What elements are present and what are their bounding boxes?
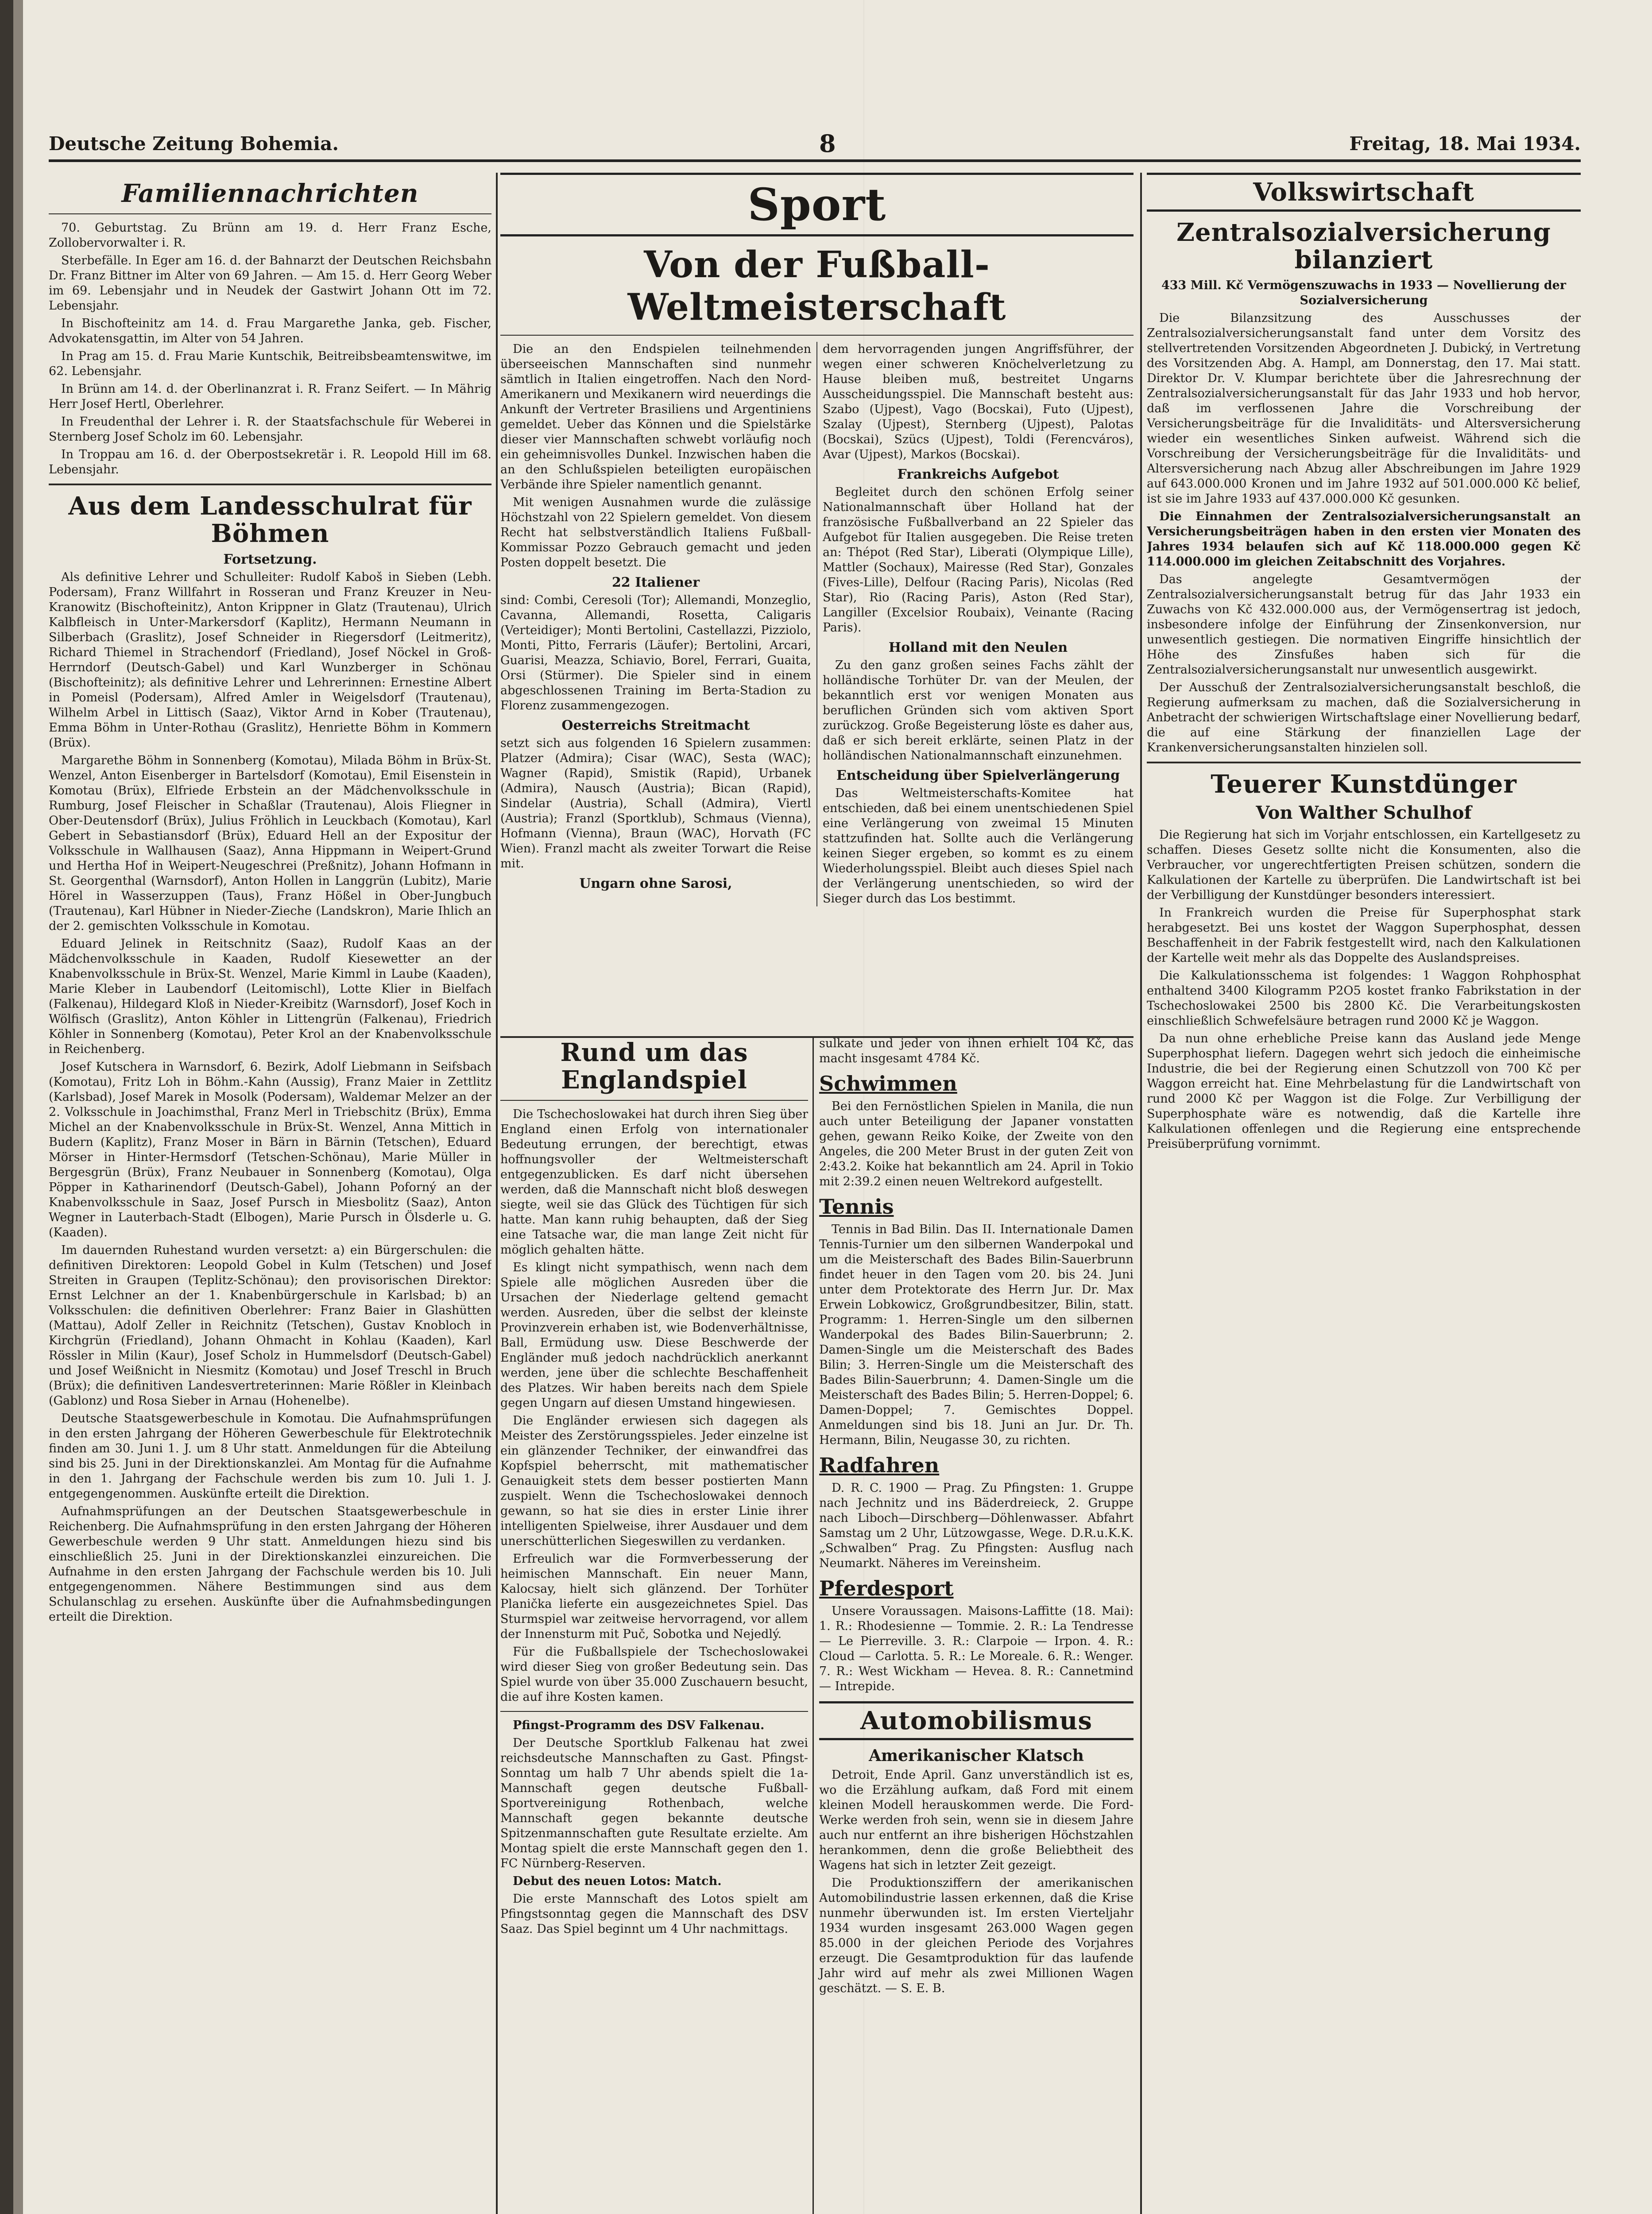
scan-edge-light bbox=[13, 0, 23, 2214]
fertilizer-paragraph: Da nun ohne erhebliche Preise kann das Ausland jede Menge Superphosphat liefern. Dagegen wehrt sich jedoch die einheimische Industrie, die bei der Regierung einen Schutzzoll von 700 Kč per Waggon erreicht hat. Eine Mehrbelastung für die Landwirtschaft von rund 2000 Kč per Waggon ist die Folge. Zur Verbilligung der Superphosphate wäre es notwendig, daß die Kartelle ihre Kalkulationen offenlegen und die Regierung eine entsprechende Preisüberprüfung vornimmt. bbox=[1147, 1032, 1581, 1151]
school-board-paragraph: Josef Kutschera in Warnsdorf, 6. Bezirk, Adolf Liebmann in Seifsbach (Komotau), Fritz Loh in Böhm.-Kahn (Aussig), Franz Maier in Zettlitz (Karlsbad), Josef Marek in Mosolk (Podersam), Waldemar Melzer an der 2. Volksschule in Joachimsthal, Franz Merl in Triebschitz (Brüx), Emma Michel an der Knabenvolksschule in Brüx-St. Wenzel, Anna Mittich in Budern (Kaplitz), Franz Moser in Bärn in Bärnin (Tetschen), Eduard Mörser in Hinter-Hermsdorf (Tetschen-Schönau), Marie Müller in Bergesgrün (Brüx), Franz Neubauer in Sonnenberg (Komotau), Olga Pöpper in Katharinendorf (Deutsch-Gabel), Johann Poforný an der Knabenvolksschule in Saaz, Josef Pursch in Miesbolitz (Saaz), Anton Wegner in Lauterbach-Stadt (Elbogen), Marie Pursch in Ölsderle u. G. (Kaaden). bbox=[49, 1060, 491, 1239]
hungary-squad-heading: Ungarn ohne Sarosi, bbox=[579, 876, 732, 891]
school-board-paragraph: Aufnahmsprüfungen an der Deutschen Staatsgewerbeschule in Reichenberg. Die Aufnahmsprüfung in den ersten Jahrgang der Höheren Gewerbeschule werden 9 Uhr statt. Anmeldungen hiezu sind bis einschließlich 25. Juni in der Direktionskanzlei einzureichen. Die Aufnahme in den ersten Jahrgang der Fachschule werden bis 10. Juli entgegengenommen. Nähere Bestimmungen sind aus dem Schulanschlag zu ersehen. Auskünfte über die Aufnahmsbedingungen erteilt die Direktion. bbox=[49, 1505, 491, 1624]
divider bbox=[500, 1711, 808, 1712]
column-economy bbox=[1147, 173, 1581, 2214]
tennis-text: Tennis in Bad Bilin. Das II. Internationale Damen Tennis-Turnier um den silbernen Wanderpokal und um die Meisterschaft des Bades Bilin-Sauerbrunn findet heuer in den Tagen vom 20. bis 24. Juni unter dem Protektorate des Herrn Jur. Dr. Max Erwein Lobkowicz, Großgrundbesitzer, Bilin, statt. Programm: 1. Herren-Single um den silbernen Wanderpokal des Bades Bilin-Sauerbrunn; 2. Damen-Single um die Meisterschaft des Bades Bilin; 3. Herren-Single um die Meisterschaft des Bades Bilin-Sauerbrunn; 4. Damen-Single um die Meisterschaft des Bades Bilin; 5. Herren-Doppel; 6. Damen-Doppel; 7. Gemischtes Doppel. Anmeldungen sind bis 18. Juni an Jur. Dr. Th. Hermann, Bilin, Neugasse 30, zu richten. bbox=[819, 1223, 1134, 1447]
england-match-paragraph: Die Engländer erwiesen sich dagegen als Meister des Zerstörungsspieles. Jeder einzelne ist ein glänzender Techniker, der einwandfrei das Kopfspiel beherrscht, mit mathematischer Genauigkeit stets dem besser postierten Mann zuspielt. Wenn die Tschechoslowakei dennoch gewann, so hat sie dies in erster Linie ihrer intelligenten Spielweise, ihrer Ausdauer und dem unerschütterlichen Siegeswillen zu verdanken. bbox=[500, 1414, 808, 1548]
swimming-heading: Schwimmen bbox=[819, 1072, 957, 1095]
cycling-text: D. R. C. 1900 — Prag. Zu Pfingsten: 1. Gruppe nach Jechnitz und ins Bäderdreieck, 2. Gruppe nach Liboch—Dirschberg—Döhlenwasser. Abfahrt Samstag um 2 Uhr, Lützowgasse, Wege. D.R.u.K.K. „Schwalben“ Prag. Zu Pfingsten: Ausflug nach Neumarkt. Näheres im Vereinsheim. bbox=[819, 1481, 1134, 1570]
fertilizer-paragraph: Die Kalkulationsschema ist folgendes: 1 Waggon Rohphosphat enthaltend 3400 Kilogramm P2O5 kostet franko Fabrikstation in der Tschechoslowakei 2500 bis 2800 Kč. Die Verarbeitungskosten einschließlich Schwefelsäure betragen rund 2000 Kč je Waggon. bbox=[1147, 969, 1581, 1028]
austria-squad-text: setzt sich aus folgenden 16 Spielern zusammen: Platzer (Admira); Cisar (WAC), Sesta (WAC); Wagner (Rapid), Smistik (Rapid), Urbanek (Admira), Nausch (Austria); Bican (Rapid), Sindelar (Austria), Schall (Admira), Viertl (Austria); Franzl (Sportklub), Schmaus (Vienna), Hofmann (Vienna), Braun (WAC), Horvath (FC Wien). Franzl macht als zweiter Torwart die Reise mit. bbox=[500, 736, 811, 871]
family-news-paragraph: In Brünn am 14. d. der Oberlinanzrat i. R. Franz Seifert. — In Mährig Herr Josef Hertl, Oberlehrer. bbox=[49, 382, 491, 411]
england-match-article bbox=[500, 1036, 808, 1939]
england-match-paragraph: Erfreulich war die Formverbesserung der heimischen Mannschaft. Ein neuer Mann, Kalocsay, hielt sich glänzend. Der Torhüter Planička lieferte ein ausgezeichnetes Spiel. Das Sturmspiel war zeitweise hervorragend, vor allem der Innensturm mit Puč, Sobotka und Nejedlý. bbox=[500, 1552, 808, 1641]
school-board-paragraph: Im dauernden Ruhestand wurden versetzt: a) ein Bürgerschulen: die definitiven Direktoren: Leopold Gobel in Kulm (Tetschen) und Josef Streiten in Graupen (Teplitz-Schönau); den provisorischen Direktor: Ernst Lelchner an der 1. Knabenbürgerschule in Karlsbad; b) an Volksschulen: die definitiven Oberlehrer: Franz Baier in Glashütten (Mattau), Adolf Zeller in Reichnitz (Tetschen), Gustav Knobloch in Kirchgrün (Friedland), Johann Ohmacht in Kohlau (Kaaden), Karl Rössler in Milin (Kaur), Josef Scholz in Hummelsdorf (Deutsch-Gabel) und Josef Weißnicht in Niesmitz (Komotau) und Josef Treschl in Bruch (Brüx); die definitiven Landesvertreterinnen: Marie Rößler in Kleinbach (Gablonz) und Rosa Sieber in Arnau (Hohenelbe). bbox=[49, 1243, 491, 1408]
pentecost-program-text: Der Deutsche Sportklub Falkenau hat zwei reichsdeutsche Mannschaften zu Gast. Pfingst-Sonntag um halb 7 Uhr abends spielt die 1a-Mannschaft gegen deutsche Fußball-Sportvereinigung Rothenbach, welche Mannschaft gegen bekannte deutsche Spitzenmannschaften gute Resultate erzielte. Am Montag spielt die erste Mannschaft gegen den 1. FC Nürnberg-Reserven. bbox=[500, 1736, 808, 1870]
school-board-paragraph: Margarethe Böhm in Sonnenberg (Komotau), Milada Böhm in Brüx-St. Wenzel, Anton Eisenberger in Bartelsdorf (Komotau), Emil Eisenstein in Komotau (Brüx), Elfriede Erbstein an der Mädchenvolksschule in Rumburg, Josef Fleischer in Schaßlar (Trautenau), Alois Fliegner in Ober-Deutensdorf (Brüx), Julius Fröhlich in Leuckbach (Komotau), Karl Gebert in Sebastiansdorf (Brüx), Eduard Hell an der Expositur der Volksschule in Wallhausen (Saaz), Anna Hippmann in Weipert-Grund und Hertha Hof in Weipert-Neugeschrei (Preßnitz), Johann Hofmann in St. Georgenthal (Warnsdorf), Anton Hollen in Langgrün (Lubitz), Marie Hörel in Wasserzuppen (Taus), Franz Hößel in Ober-Jungbuch (Trautenau), Karl Hübner in Nieder-Zieche (Landskron), Marie Ihlich an der 2. gemischten Volksschule in Komotau. bbox=[49, 754, 491, 933]
swimming-text: Bei den Fernöstlichen Spielen in Manila, die nun auch unter Beteiligung der Japaner vonstatten gehen, gewann Reiko Koike, der Zweite von den Angeles, die 200 Meter Brust in der guten Zeit von 2:43.2. Koike hat bekanntlich am 24. April in Tokio mit 2:39.2 einen neuen Weltrekord aufgestellt. bbox=[819, 1099, 1134, 1188]
paper-name: Deutsche Zeitung Bohemia. bbox=[49, 133, 339, 155]
school-board-paragraph: Deutsche Staatsgewerbeschule in Komotau. Die Aufnahmsprüfungen in den ersten Jahrgang der Höheren Gewerbeschule für Elektrotechnik finden am 30. Juni 1. J. um 8 Uhr statt. Anmeldungen für die Abteilung sind bis 25. Juni in der Direktionskanzlei. Am Montag für die Aufnahme in den 1. Jahrgang der Fachschule werden bis zum 10. Juli 1. J. entgegengenommen. Auskünfte erteilt die Direktion. bbox=[49, 1412, 491, 1501]
divider bbox=[1147, 762, 1581, 763]
sport-section-heading: Sport bbox=[500, 173, 1134, 236]
social-insurance-paragraph: Der Ausschuß der Zentralsozialversicherungsanstalt beschloß, die Regierung aufmerksam zu machen, daß die Sozialversicherung in Anbetracht der schwierigen Wirtschaftslage einer Novellierung bedarf, die auf eine Stärkung der finanziellen Lage der Krankenversicherungsanstalten hinzielen soll. bbox=[1147, 681, 1581, 755]
motoring-subheading: Amerikanischer Klatsch bbox=[869, 1746, 1084, 1765]
column-rule-sport bbox=[812, 1036, 814, 2214]
family-news-paragraph: In Freudenthal der Lehrer i. R. der Staatsfachschule für Weberei in Sternberg Josef Scholz im 60. Lebensjahr. bbox=[49, 415, 491, 444]
world-cup-article bbox=[500, 342, 1134, 906]
world-cup-paragraph: Die an den Endspielen teilnehmenden überseeischen Mannschaften sind nunmehr sämtlich in Italien eingetroffen. Nach den Nord-Amerikanern und Mexikanern wird neuerdings die Ankunft der Vertreter Brasiliens und Argentiniens gemeldet. Ueber das Können und die Spielstärke dieser vier Mannschaften schwebt vorläufig noch ein geheimnisvolles Dunkel. Inzwischen haben die an den Schlußspielen beteiligten europäischen Verbände ihre Spieler namentlich genannt. bbox=[500, 342, 811, 492]
family-news-paragraph: In Bischofteinitz am 14. d. Frau Margarethe Janka, geb. Fischer, Advokatensgattin, im Alter von 54 Jahren. bbox=[49, 317, 491, 345]
sport-shorts bbox=[819, 1036, 1134, 1999]
school-board-paragraph: Eduard Jelinek in Reitschnitz (Saaz), Rudolf Kaas an der Mädchenvolksschule in Kaaden, Rudolf Kiesewetter an der Knabenvolksschule in Brüx-St. Wenzel, Marie Kimml in Laube (Kaaden), Marie Kleber in Laubendorf (Leitomischl), Lotte Klier in Bielfach (Falkenau), Hildegard Kloß in Nieder-Kreibitz (Warnsdorf), Josef Koch in Wölfisch (Graslitz), Anton Köhler in Littengrün (Falkenau), Friedrich Köhler in Sonnenberg (Komotau), Peter Krol an der Knabenvolksschule in Reichenberg. bbox=[49, 937, 491, 1056]
newspaper-page bbox=[49, 111, 1581, 2214]
divider bbox=[49, 484, 491, 485]
motoring-paragraph: Detroit, Ende April. Ganz unverständlich ist es, wo die Erzählung aufkam, daß Ford mit einem kleinen Modell herauskommen werde. Die Ford-Werke werden froh sein, wenn sie in diesem Jahre auch nur entfernt an ihre bisherigen Höchstzahlen herankommen, denn die große Beliebtheit des Wagens hat sich in letzter Zeit gezeigt. bbox=[819, 1768, 1134, 1872]
lotos-debut-heading: Debut des neuen Lotos: Match. bbox=[513, 1874, 722, 1888]
england-match-paragraph: Die Tschechoslowakei hat durch ihren Sieg über England einen Erfolg von internationaler Bedeutung errungen, der berechtigt, etwas hoffnungsvoller der Weltmeisterschaft entgegenzublicken. Es darf nicht übersehen werden, daß die Mannschaft nicht bloß deswegen siegte, weil sie das Glück des Tüchtigen für sich hatte. Man kann ruhig behaupten, daß der Sieg eine Tatsache war, die man lange Zeit nicht für möglich gehalten hätte. bbox=[500, 1107, 808, 1257]
horse-racing-heading: Pferdesport bbox=[819, 1576, 954, 1600]
prize-money-line: sulkate und jeder von ihnen erhielt 104 Kč, das macht insgesamt 4784 Kč. bbox=[819, 1037, 1134, 1065]
tennis-heading: Tennis bbox=[819, 1195, 894, 1219]
social-insurance-paragraph: Die Einnahmen der Zentralsozialversicherungsanstalt an Versicherungsbeiträgen haben in den ersten vier Monaten des Jahres 1934 belaufen sich auf Kč 118.000.000 gegen Kč 114.000.000 im gleichen Zeitabschnitt des Vorjahres. bbox=[1147, 510, 1581, 569]
scan-edge-dark bbox=[0, 0, 13, 2214]
family-news-paragraph: In Troppau am 16. d. der Oberpostsekretär i. R. Leopold Hill im 68. Lebensjahr. bbox=[49, 448, 491, 476]
hungary-squad-text: dem hervorragenden jungen Angriffsführer, der wegen einer schweren Knöchelverletzung zu Hause bleiben muß, bestreitet Ungarns Ausscheidungsspiel. Die Mannschaft besteht aus: Szabo (Ujpest), Vago (Bocskai), Futo (Ujpest), Szalay (Ujpest), Sternberg (Ujpest), Palotas (Bocskai), Szücs (Ujpest), Toldi (Ferencváros), Avar (Ujpest), Markos (Bocskai). bbox=[823, 342, 1134, 461]
fertilizer-paragraph: Die Regierung hat sich im Vorjahr entschlossen, ein Kartellgesetz zu schaffen. Dieses Gesetz sollte nicht die Konsumenten, also die Verbraucher, vor ungerechtfertigten Preisen schützen, sondern die Kalkulationen der Kartelle zu überprüfen. Die Landwirtschaft ist bei der Verbilligung der Kunstdünger besonders interessiert. bbox=[1147, 828, 1581, 902]
school-board-continued: Fortsetzung. bbox=[223, 552, 317, 567]
family-news-paragraph: In Prag am 15. d. Frau Marie Kuntschik, Beitreibsbeamtenswitwe, im 62. Lebensjahr. bbox=[49, 349, 491, 378]
extra-time-text: Das Weltmeisterschafts-Komitee hat entschieden, daß bei einem unentschiedenen Spiel eine Verlängerung von zweimal 15 Minuten stattzufinden hat. Sollte auch die Verlängerung keinen Sieger ergeben, so kommt es zu einem Wiederholungsspiel. Bleibt auch dieses Spiel nach der Verlängerung unentschieden, so wird der Sieger durch das Los bestimmt. bbox=[823, 786, 1134, 906]
fertilizer-byline: Von Walther Schulhof bbox=[1256, 802, 1472, 823]
sport-top bbox=[500, 173, 1134, 1032]
holland-text: Zu den ganz großen seines Fachs zählt der holländische Torhüter Dr. van der Meulen, der bekanntlich erst vor wenigen Monaten aus beruflichen Gründen sich vom aktiven Sport zurückzog. Große Begeisterung löste es daher aus, daß er sich bereit erklärte, seinen Platz in der holländischen Nationalmannschaft einzunehmen. bbox=[823, 658, 1134, 763]
economy-section-heading: Volkswirtschaft bbox=[1147, 173, 1581, 212]
sport-lower bbox=[500, 1036, 1134, 1995]
page-number: 8 bbox=[819, 129, 836, 158]
column-rule-1 bbox=[496, 173, 498, 2214]
divider bbox=[500, 335, 1134, 336]
world-cup-paragraph: Mit wenigen Ausnahmen wurde die zulässige Höchstzahl von 22 Spielern gemeldet. Von diesem Recht hat selbstverständlich Italiens Fußball-Kommissar Pozzo Gebrauch gemacht und jeden Posten doppelt besetzt. Die bbox=[500, 495, 811, 569]
column-family-news bbox=[49, 173, 491, 2214]
column-rule-2 bbox=[1140, 173, 1142, 2214]
extra-time-heading: Entscheidung über Spielverlängerung bbox=[836, 768, 1120, 783]
england-match-paragraph: Es klingt nicht sympathisch, wenn nach dem Spiele alle möglichen Ausreden über die Ursachen der Niederlage geltend gemacht werden. Ausreden, über die selbst der kleinste Provinzverein erhaben ist, wie Bodenverhältnisse, Ball, Ermüdung usw. Diese Beschwerde der Engländer muß jedoch nachdrücklich anerkannt werden, jene über die schlechte Beschaffenheit des Platzes. Wir haben bereits nach dem Spiele gegen Ungarn auf diesen Umstand hingewiesen. bbox=[500, 1261, 808, 1410]
social-insurance-subheading: 433 Mill. Kč Vermögenszuwachs in 1933 — Novellierung der Sozialversicherung bbox=[1161, 279, 1567, 307]
england-match-paragraph: Für die Fußballspiele der Tschechoslowakei wird dieser Sieg von großer Bedeutung sein. Das Spiel wurde von über 35.000 Zuschauern besucht, die auf ihre Kosten kamen. bbox=[500, 1645, 808, 1704]
school-board-heading: Aus dem Landesschulrat für Böhmen bbox=[68, 492, 472, 548]
france-squad-text: Begleitet durch den schönen Erfolg seiner Nationalmannschaft über Holland hat der französische Fußballverband an 22 Spieler das Aufgebot für Italien ausgegeben. Die Reise treten an: Thépot (Red Star), Liberati (Olympique Lille), Mattler (Sochaux), Mairesse (Red Star), Gonzales (Fives-Lille), Delfour (Racing Paris), Nicolas (Red Star), Rio (Racing Paris), Aston (Red Star), Langiller (Excelsior Roubaix), Veinante (Racing Paris). bbox=[823, 485, 1134, 635]
divider bbox=[500, 1100, 808, 1101]
issue-date: Freitag, 18. Mai 1934. bbox=[1349, 133, 1581, 155]
world-cup-headline: Von der Fußball-Weltmeisterschaft bbox=[627, 244, 1006, 329]
social-insurance-paragraph: Die Bilanzsitzung des Ausschusses der Zentralsozialversicherungsanstalt fand unter dem Vorsitz des stellvertretenden Vorsitzenden Abgeordneten J. Dubický, in Vertretung des Vorsitzenden Abg. A. Hampl, am Donnerstag, den 17. Mai statt. Direktor Dr. V. Klumpar berichtete über die Jahresrechnung der Zentralsozialversicherungsanstalt für das Jahr 1933 und hob hervor, daß im verflossenen Jahre die Vorschreibung der Versicherungsbeiträge für die Invaliditäts- und Altersversicherung wieder ein wesentliches Sinken aufweist. Während sich die Vorschreibung der Versicherungsbeiträge für die Invaliditäts- und Altersversicherung nach Abzug aller Abschreibungen im Jahre 1929 auf 643.000.000 Kronen und im Jahre 1932 auf 501.000.000 Kč belief, ist sie im Jahre 1933 auf 437.000.000 Kč gesunken. bbox=[1147, 311, 1581, 506]
italy-squad-text: sind: Combi, Ceresoli (Tor); Allemandi, Monzeglio, Cavanna, Allemandi, Rosetta, Caligaris (Verteidiger); Monti Bertolini, Castellazzi, Pizziolo, Monti, Pitto, Ferraris (Läufer); Bertolini, Arcari, Guarisi, Meazza, Schiavio, Borel, Ferrari, Guaita, Orsi (Stürmer). Die Spieler sind in einem abgeschlossenen Training im Berta-Stadion zu Florenz zusammengezogen. bbox=[500, 593, 811, 712]
motoring-paragraph: Die Produktionsziffern der amerikanischen Automobilindustrie lassen erkennen, daß die Krise nunmehr überwunden ist. Im ersten Vierteljahr 1934 wurden insgesamt 263.000 Wagen gegen 85.000 in der gleichen Periode des Vorjahres erzeugt. Die Gesamtproduktion für das laufende Jahr wird auf mehr als zwei Millionen Wagen geschätzt. — S. E. B. bbox=[819, 1876, 1134, 1995]
england-match-headline: Rund um das Englandspiel bbox=[560, 1038, 748, 1095]
lotos-debut-text: Die erste Mannschaft des Lotos spielt am Pfingstsonntag gegen die Mannschaft des DSV Saaz. Das Spiel beginnt um 4 Uhr nachmittags. bbox=[500, 1892, 808, 1936]
social-insurance-paragraph: Das angelegte Gesamtvermögen der Zentralsozialversicherungsanstalt betrug für das Jahr 1933 ein Zuwachs von Kč 432.000.000 aus, der Vermögensertrag ist jedoch, insbesondere infolge der Einführung der Zinsenkonversion, nur unwesentlich gestiegen. Die normativen Eingriffe hinsichtlich der Höhe des Zinsfußes haben sich für die Zentralsozialversicherungsanstalt nur unwesentlich ausgewirkt. bbox=[1147, 573, 1581, 677]
fertilizer-paragraph: In Frankreich wurden die Preise für Superphosphat stark herabgesetzt. Bei uns kostet der Waggon Superphosphat, dessen Beschaffenheit in der Fabrik festgestellt wird, nach den Kalkulationen der Kartelle weit mehr als das Doppelte des Auslandspreises. bbox=[1147, 906, 1581, 965]
cycling-heading: Radfahren bbox=[819, 1453, 940, 1477]
family-news-paragraph: Sterbefälle. In Eger am 16. d. der Bahnarzt der Deutschen Reichsbahn Dr. Franz Bittner im Alter von 69 Jahren. — Am 15. d. Herr Georg Weber im 69. Lebensjahr und in Neudek der Gastwirt Johann Ott im 72. Lebensjahr. bbox=[49, 254, 491, 313]
divider bbox=[49, 213, 491, 214]
column-sport bbox=[500, 173, 1134, 2214]
school-board-paragraph: Als definitive Lehrer und Schulleiter: Rudolf Kaboš in Sieben (Lebh. Podersam), Franz Willfahrt in Rosseran und Franz Kreuzer in Neu-Kranowitz (Bischofteinitz), Anton Krippner in Glatz (Trautenau), Ulrich Kalbfleisch in Unter-Markersdorf (Kaplitz), Hermann Neumann in Silberbach (Graslitz), Josef Schneider in Riegersdorf (Leitmeritz), Richard Thiemel in Strachendorf (Friedland), Josef Nöckel in Groß-Herrndorf (Deutsch-Gabel) und Karl Wunzberger in Schönau (Bischofteinitz); als definitive Lehrer und Lehrerinnen: Ernestine Albert in Pomeisl (Podersam), Alfred Amler in Weigelsdorf (Trautenau), Wilhelm Arbel in Littisch (Saaz), Viktor Arnd in Kober (Trautenau), Emma Böhm in Unter-Rothau (Graslitz), Henriette Böhm in Kommern (Brüx). bbox=[49, 570, 491, 750]
pentecost-program-heading: Pfingst-Programm des DSV Falkenau. bbox=[513, 1719, 765, 1732]
motoring-heading: Automobilismus bbox=[819, 1701, 1134, 1740]
social-insurance-headline: Zentralsozialversicherung bilanziert bbox=[1176, 218, 1551, 275]
horse-racing-text: Unsere Voraussagen. Maisons-Laffitte (18. Mai): 1. R.: Rhodesienne — Tommie. 2. R.: La Tendresse — Le Pierreville. 3. R.: Clarpoie — Irpon. 4. R.: Cloud — Carlotta. 5. R.: Le Moreale. 6. R.: Wenger. 7. R.: West Wickham — Hevea. 8. R.: Cannetmind — Intrepide. bbox=[819, 1604, 1134, 1693]
family-news-heading: Familiennachrichten bbox=[121, 179, 419, 208]
holland-heading: Holland mit den Neulen bbox=[888, 640, 1068, 655]
italy-squad-heading: 22 Italiener bbox=[611, 575, 700, 590]
austria-squad-heading: Oesterreichs Streitmacht bbox=[561, 718, 750, 733]
family-news-paragraph: 70. Geburtstag. Zu Brünn am 19. d. Herr Franz Esche, Zollobervorwalter i. R. bbox=[49, 221, 491, 250]
france-squad-heading: Frankreichs Aufgebot bbox=[897, 467, 1059, 482]
masthead bbox=[49, 129, 1581, 162]
fertilizer-headline: Teuerer Kunstdünger bbox=[1211, 770, 1517, 799]
